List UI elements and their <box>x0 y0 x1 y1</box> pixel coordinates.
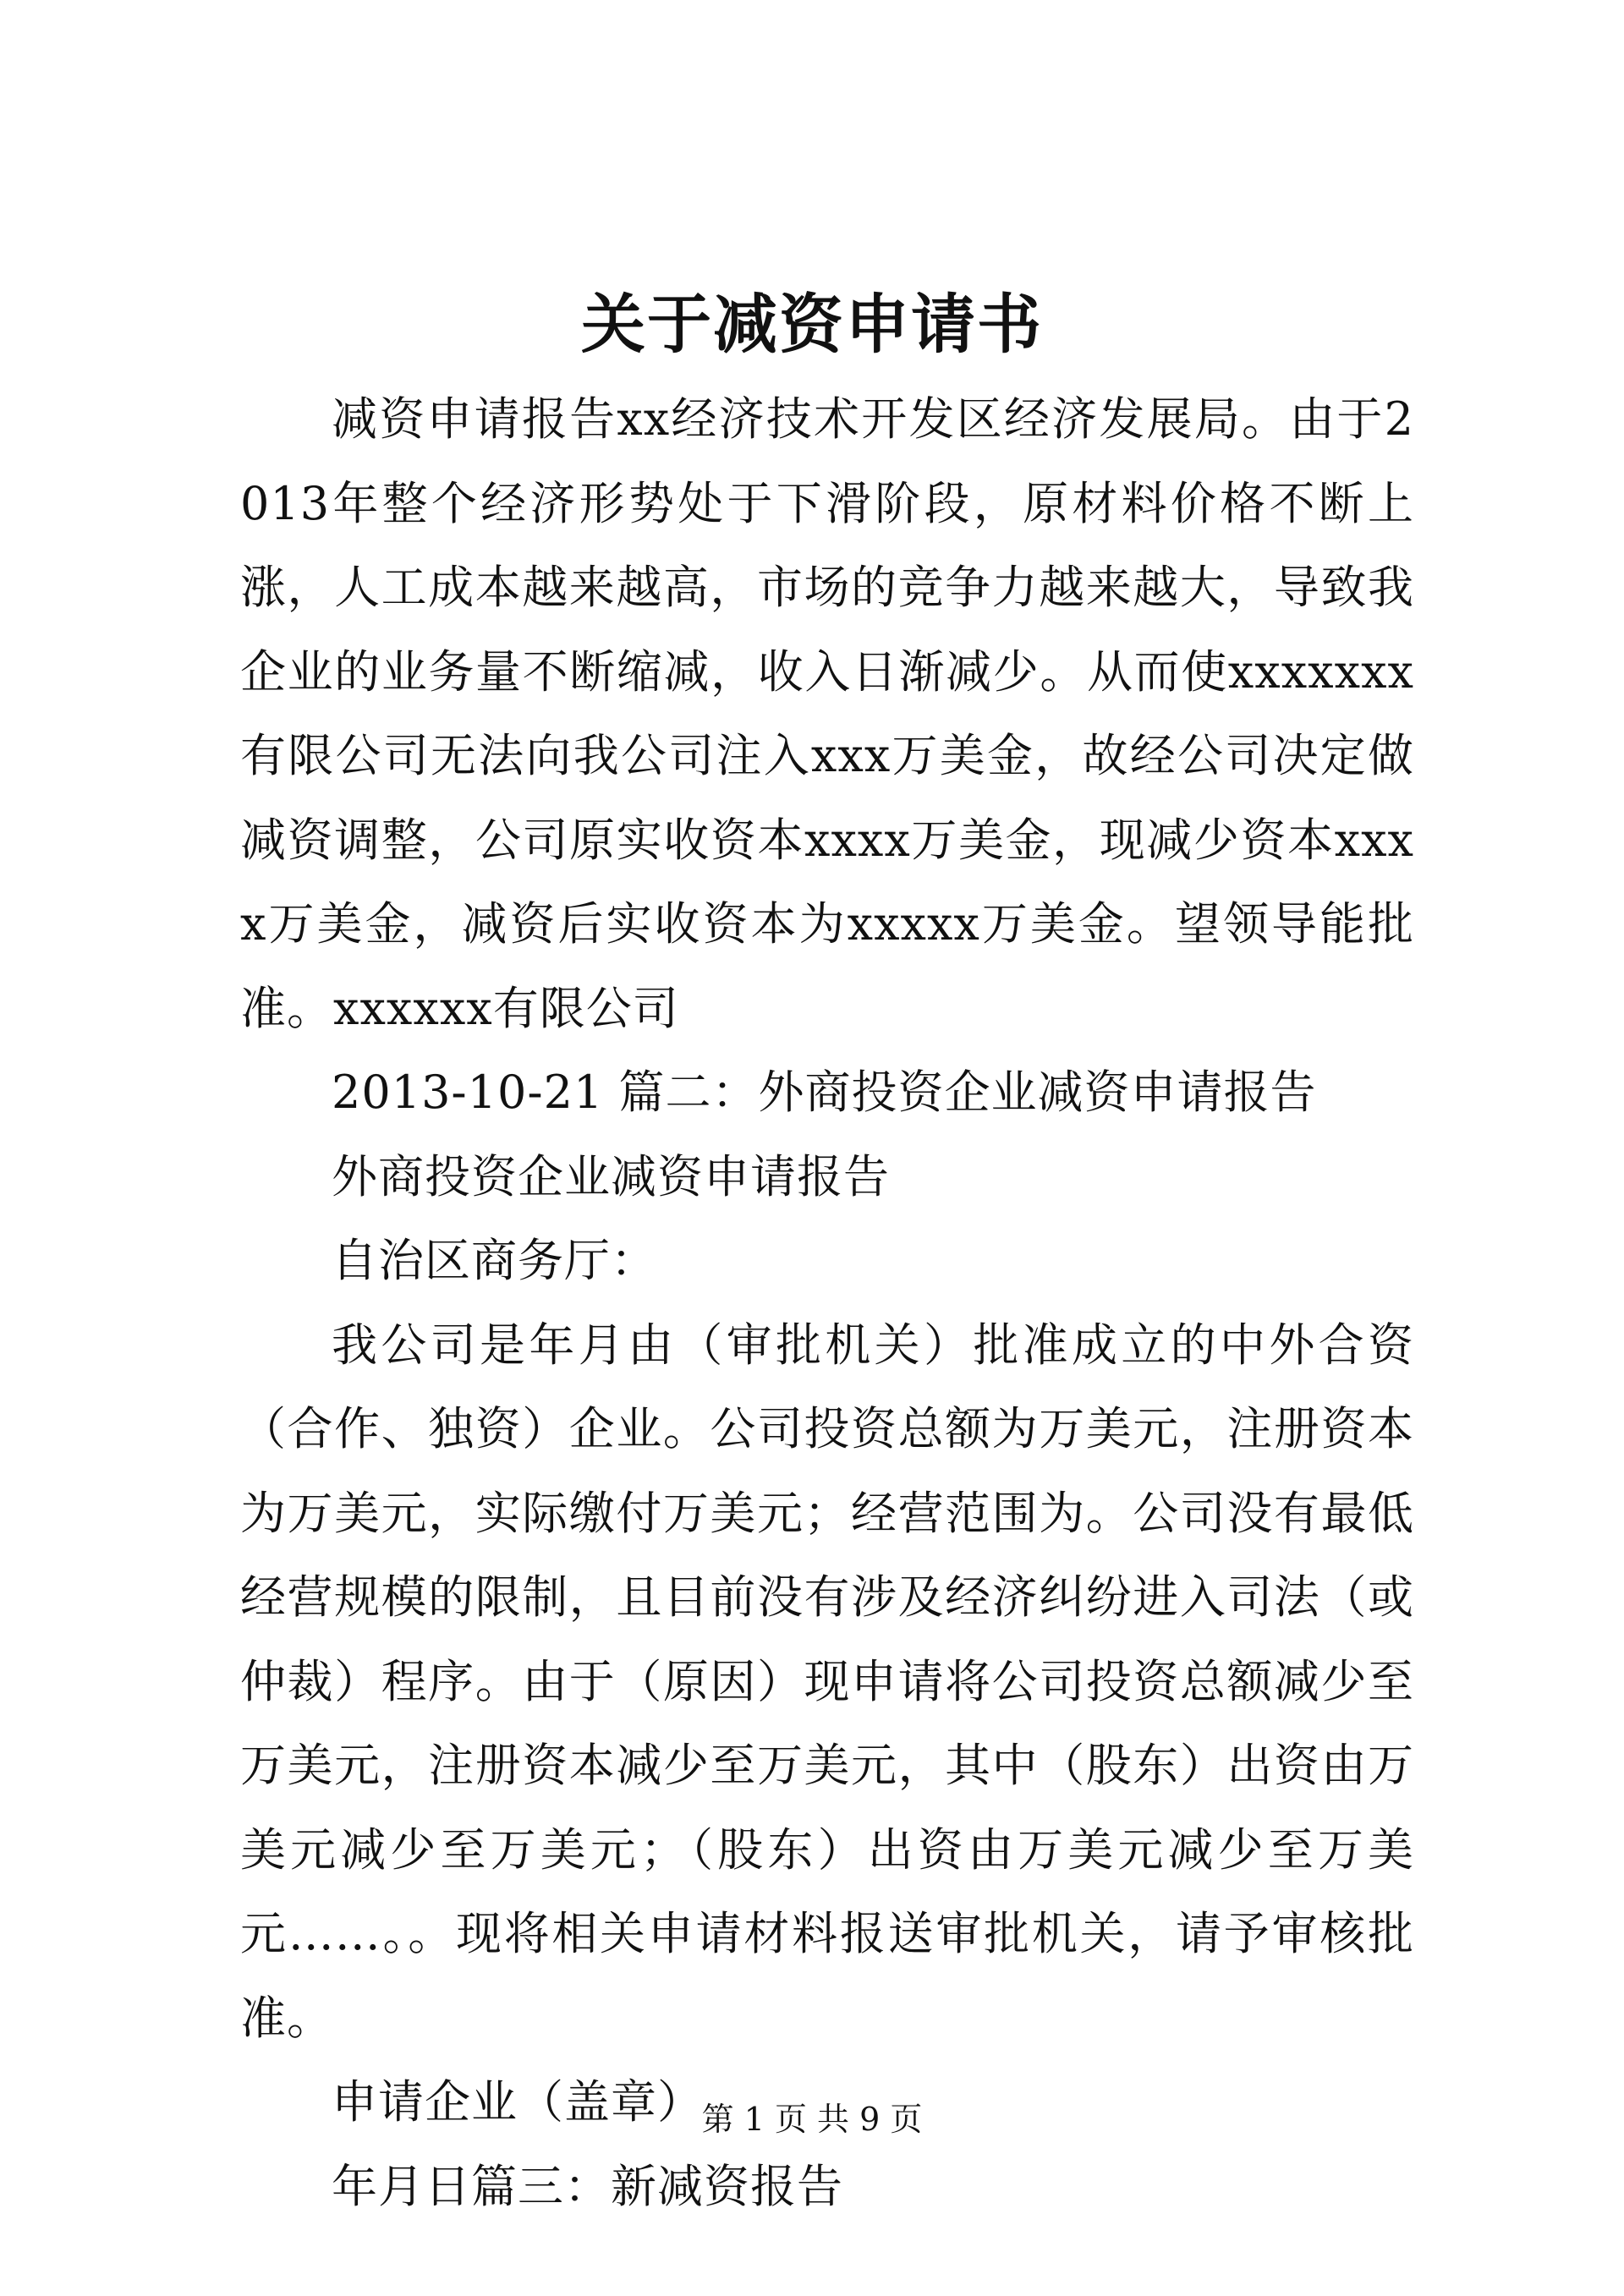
paragraph-applicant-seal: 申请企业（盖章） <box>332 2075 704 2129</box>
document-body <box>240 377 1414 2228</box>
paragraph-addressee: 自治区商务厅： <box>332 1234 657 1287</box>
paragraph-intro: 减资申请报告xx经济技术开发区经济发展局。由于2013年整个经济形势处于下滑阶段，原材料价格不断上涨，人工成本越来越高，市场的竞争力越来越大，导致我企业的业务量不断缩减，收入日渐减少。从而使xxxxxxx有限公司无法向我公司注入xxx万美金，故经公司决定做减资调整，公司原实收资本xxxx万美金，现减少资本xxxx万美金，减资后实收资本为xxxxx万美金。望领导能批准。xxxxxx有限公司 <box>240 392 1414 1035</box>
paragraph-report-title: 外商投资企业减资申请报告 <box>332 1149 890 1203</box>
paragraph-part-two-heading: 2013-10-21 篇二：外商投资企业减资申请报告 <box>332 1066 1317 1119</box>
document-title: 关于减资申请书 <box>581 287 1043 362</box>
page-number-footer: 第 1 页 共 9 页 <box>701 2101 923 2138</box>
paragraph-report-body: 我公司是年月由（审批机关）批准成立的中外合资（合作、独资）企业。公司投资总额为万美元，注册资本为万美元，实际缴付万美元；经营范围为。公司没有最低经营规模的限制，且目前没有涉及经济纠纷进入司法（或仲裁）程序。由于（原因）现申请将公司投资总额减少至万美元，注册资本减少至万美元，其中（股东）出资由万美元减少至万美元；（股东）出资由万美元减少至万美元……。。现将相关申请材料报送审批机关，请予审核批准。 <box>240 1318 1414 2045</box>
paragraph-part-three-heading: 年月日篇三：新减资报告 <box>332 2159 843 2213</box>
